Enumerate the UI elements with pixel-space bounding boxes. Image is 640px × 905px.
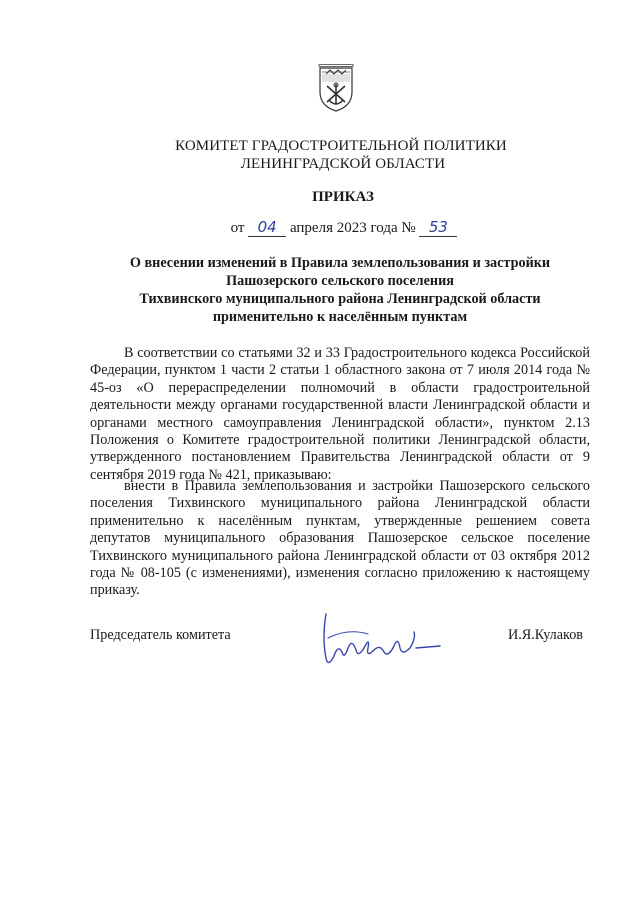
order-title-line1: О внесении изменений в Правила землепользования и застройки [129, 255, 551, 271]
date-middle-text: апреля 2023 года № [289, 220, 416, 236]
handwritten-day: 04 [248, 218, 286, 237]
order-title-line3: Тихвинского муниципального района Ленинградской области [139, 291, 541, 307]
date-number-line [24, 218, 640, 237]
organization-name-line1: КОМИТЕТ ГРАДОСТРОИТЕЛЬНОЙ ПОЛИТИКИ [175, 138, 507, 154]
operative-paragraph: внести в Правила землепользования и застройки Пашозерского сельского поселения Тихвинского муниципального района Ленинградской области применительно к населённым пунктам, утвержденные решением совета депутатов муниципального образования Пашозерское сельское поселение Тихвинского муниципального района Ленинградской области от 03 октября 2012 года № 08-105 (с изменениями), изменения согласно приложению к настоящему приказу. [90, 478, 590, 599]
organization-name-line2: ЛЕНИНГРАДСКОЙ ОБЛАСТИ [240, 156, 446, 172]
signer-name: И.Я.Кулаков [508, 627, 584, 643]
order-title [20, 254, 640, 326]
coat-of-arms-emblem [318, 64, 354, 112]
signer-role: Председатель комитета [90, 627, 231, 643]
handwritten-order-number: 53 [419, 218, 457, 237]
order-title-line4: применительно к населённым пунктам [212, 309, 468, 325]
order-title-line2: Пашозерского сельского поселения [226, 273, 454, 289]
preamble-paragraph: В соответствии со статьями 32 и 33 Градостроительного кодекса Российской Федерации, пунктом 1 части 2 статьи 1 областного закона от 7 июля 2014 года № 45-оз «О перераспределении полномочий в области градостроительной деятельности между органами государственной власти Ленинградской области и органами местного самоуправления Ленинградской области», пунктом 2.13 Положения о Комитете градостроительной политики Ленинградской области, утвержденного постановлением Правительства Ленинградской области от 9 сентября 2019 года № 421, приказываю: [90, 345, 590, 483]
handwritten-signature [318, 608, 443, 672]
date-prefix: от [230, 220, 245, 236]
document-type-heading: ПРИКАЗ [312, 189, 374, 205]
